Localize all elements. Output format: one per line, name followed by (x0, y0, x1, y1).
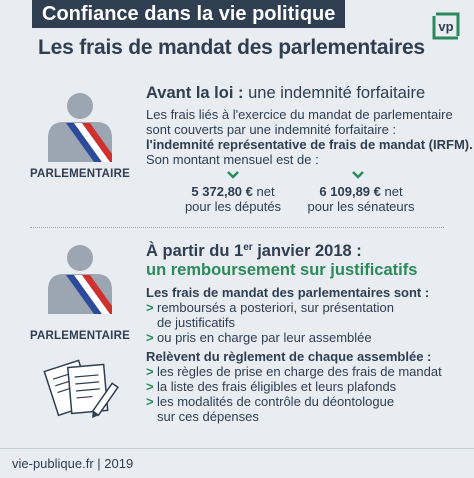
page-title: Les frais de mandat des parlementaires (38, 36, 425, 59)
amount-senateurs (296, 184, 426, 214)
amount-deputes-value: 5 372,80 € (191, 184, 253, 199)
list-item: > ou pris en charge par leur assemblée (146, 330, 372, 345)
section2-list (146, 285, 442, 424)
list-intro: Les frais de mandat des parlementaires sont : (146, 285, 430, 300)
arrow-icon: > (146, 379, 154, 394)
section2-subtitle-text: un remboursement sur justificatifs (146, 261, 418, 279)
footer-divider (0, 448, 474, 449)
list-item: > les règles de prise en charge des frais de mandat (146, 364, 442, 379)
arrow-icon: > (146, 330, 154, 345)
section2-title-a: À partir du 1 (146, 242, 244, 260)
parlementaire-icon (30, 244, 130, 314)
paragraph-line: Les frais liés à l'exercice du mandat de parlementaire (146, 107, 453, 122)
list-item: de justificatifs (157, 315, 236, 330)
amount-deputes (168, 184, 298, 214)
logo-text: vp (438, 19, 454, 34)
arrow-icon: > (146, 300, 154, 315)
section2-title-b: janvier 2018 : (252, 242, 362, 260)
amount-suffix: net (380, 184, 403, 199)
amount-suffix: net (252, 184, 275, 199)
paragraph-line: l'indemnité représentative de frais de mandat (IRFM). (146, 137, 473, 152)
section1-paragraph (146, 107, 473, 167)
section1-title (146, 84, 425, 103)
arrow-icon: > (146, 364, 154, 379)
list-item: > remboursés a posteriori, sur présentation (146, 300, 395, 315)
section2-title (146, 242, 362, 261)
section1-title-bold: Avant la loi : (146, 84, 244, 102)
vie-publique-logo (430, 10, 462, 42)
figure-label: PARLEMENTAIRE (30, 330, 130, 342)
list-item: > les modalités de contrôle du déontologue (146, 394, 395, 409)
section-divider (30, 227, 444, 228)
amount-deputes-label: pour les députés (184, 199, 282, 214)
arrow-icon: > (146, 394, 154, 409)
list-item: sur ces dépenses (157, 409, 259, 424)
figure-label: PARLEMENTAIRE (30, 168, 130, 180)
list-item: > la liste des frais éligibles et leurs plafonds (146, 379, 397, 394)
amount-senateurs-value: 6 109,89 € (319, 184, 381, 199)
amount-senateurs-label: pour les sénateurs (307, 199, 415, 214)
documents-icon (42, 354, 122, 424)
chevron-down-icon (351, 170, 365, 180)
section2-title-sup: er (243, 242, 253, 253)
section1-title-rest: une indemnité forfaitaire (248, 84, 426, 102)
section2-subtitle (146, 261, 417, 280)
footer-source: vie-publique.fr | 2019 (12, 456, 134, 471)
chevron-down-icon (226, 170, 240, 180)
paragraph-line: sont couverts par une indemnité forfaitaire : (146, 122, 397, 137)
list-intro: Relèvent du règlement de chaque assemblée : (146, 349, 432, 364)
header-tag: Confiance dans la vie politique (32, 0, 345, 28)
parlementaire-icon (30, 92, 130, 162)
paragraph-line: Son montant mensuel est de : (146, 152, 319, 167)
